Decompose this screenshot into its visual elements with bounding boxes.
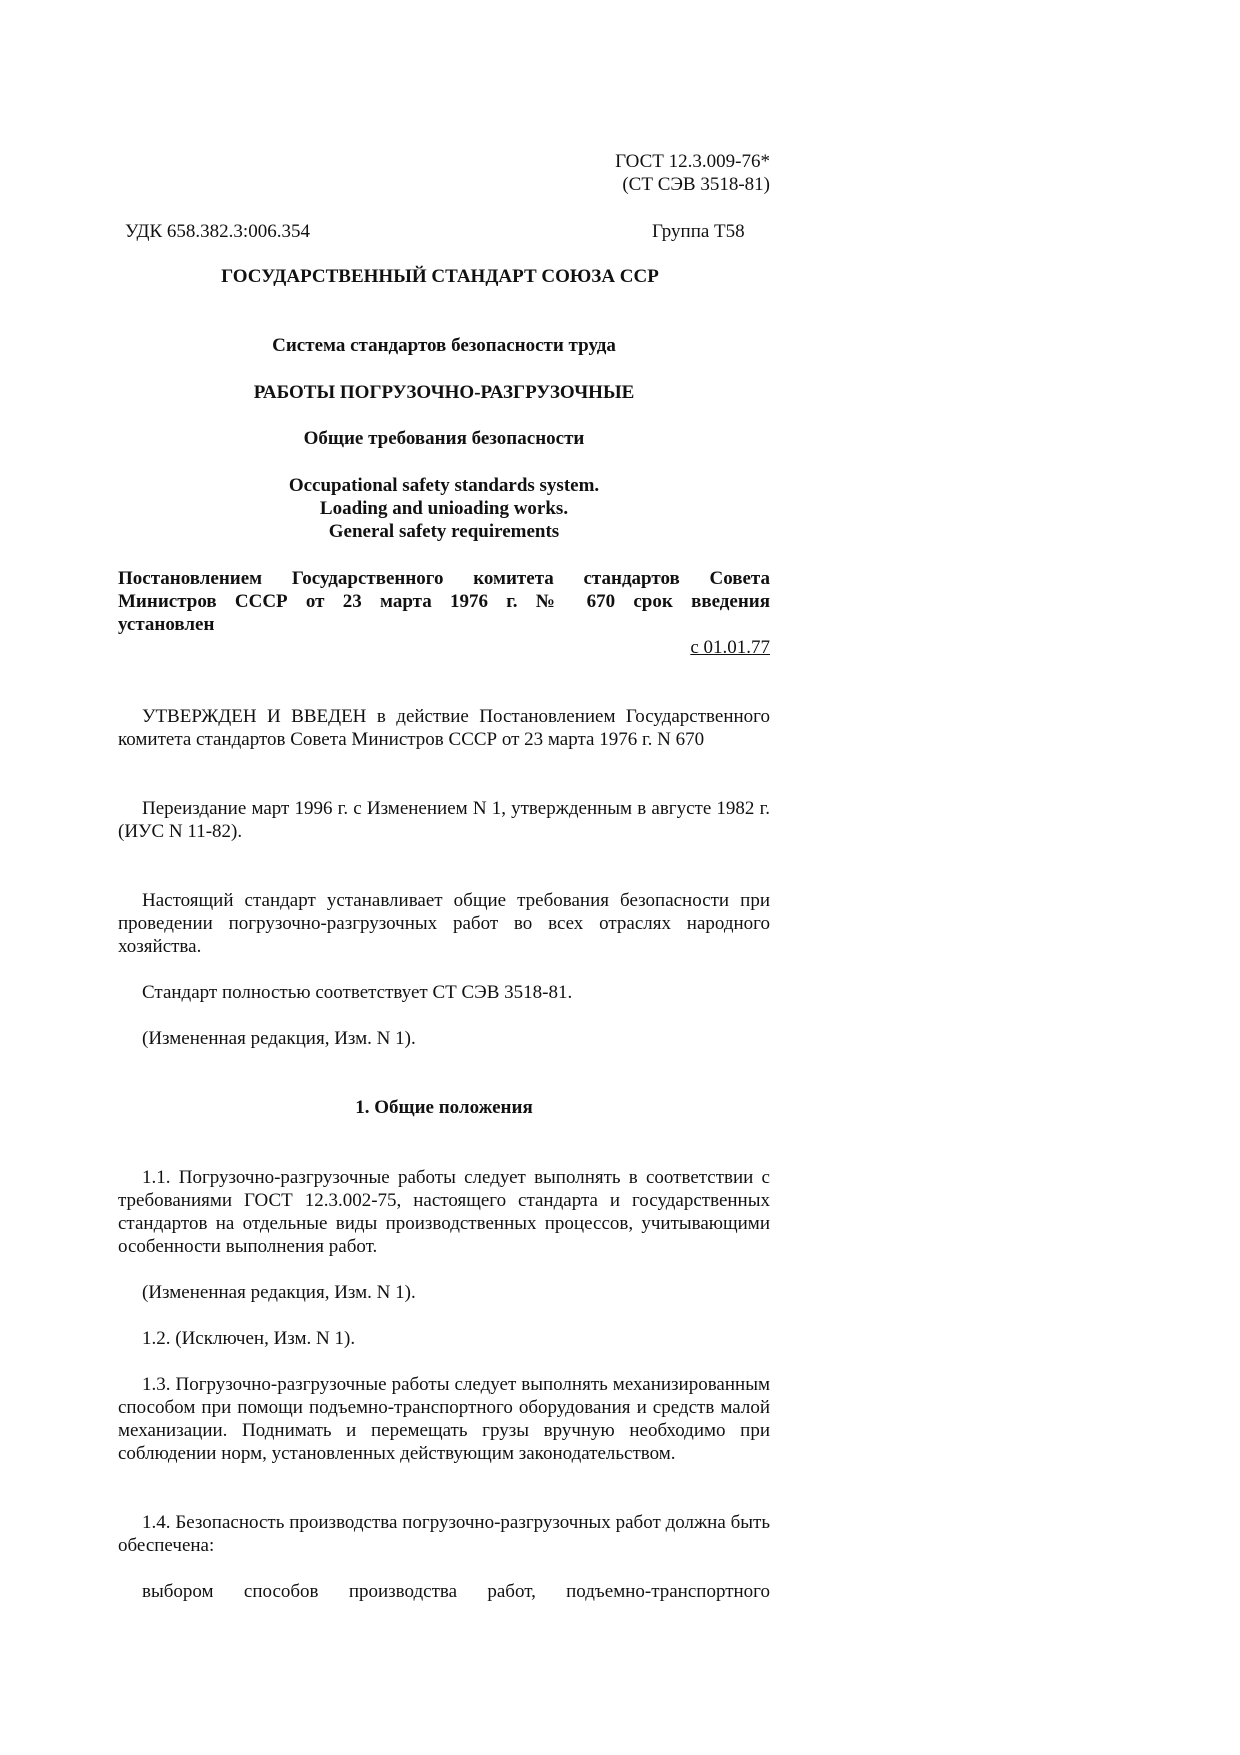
clause-1-1: 1.1. Погрузочно-разгрузочные работы следует выполнять в соответствии с требованиями ГОСТ 12.3.002-75, настоящего стандарта и государственных стандартов на отдельные виды производственных процессов, учитывающими особенности выполнения работ.	[118, 1167, 770, 1257]
approved-paragraph: УТВЕРЖДЕН И ВВЕДЕН в действие Постановлением Государственного комитета стандартов Совета Министров СССР от 23 марта 1976 г. N 670	[118, 706, 770, 750]
amended-note-1: (Измененная редакция, Изм. N 1).	[142, 1028, 416, 1049]
clause-1-2: 1.2. (Исключен, Изм. N 1).	[142, 1328, 356, 1349]
effective-date: с 01.01.77	[690, 637, 770, 658]
system-title: Система стандартов безопасности труда	[272, 335, 616, 356]
gost-number: ГОСТ 12.3.009-76*	[615, 151, 770, 172]
standard-subtitle: Общие требования безопасности	[303, 428, 585, 449]
english-title-line-3: General safety requirements	[328, 521, 560, 542]
st-sev-number: (СТ СЭВ 3518-81)	[622, 174, 770, 195]
udk-code: УДК 658.382.3:006.354	[125, 221, 310, 242]
intro-paragraph: Настоящий стандарт устанавливает общие требования безопасности при проведении погрузочно-разгрузочных работ во всех отраслях народного хозяйства.	[118, 890, 770, 957]
decree-line-1: Постановлением Государственного комитета стандартов Совета	[118, 568, 770, 589]
group-code: Группа Т58	[652, 221, 745, 242]
state-standard-title: ГОСУДАРСТВЕННЫЙ СТАНДАРТ СОЮЗА ССР	[221, 266, 659, 287]
english-title-line-2: Loading and unioading works.	[319, 498, 569, 519]
section-1-heading: 1. Общие положения	[355, 1097, 533, 1118]
decree-line-2: Министров СССР от 23 марта 1976 г. № 670 срок введения	[118, 591, 770, 612]
clause-1-4: 1.4. Безопасность производства погрузочно-разгрузочных работ должна быть обеспечена:	[118, 1512, 770, 1556]
compliance-paragraph: Стандарт полностью соответствует СТ СЭВ 3518-81.	[142, 982, 573, 1003]
clause-1-4-item: выбором способов производства работ, подъемно-транспортного	[142, 1581, 770, 1602]
clause-1-3: 1.3. Погрузочно-разгрузочные работы следует выполнять механизированным способом при помощи подъемно-транспортного оборудования и средств малой механизации. Поднимать и перемещать грузы вручную необходимо при соблюдении норм, установленных действующим законодательством.	[118, 1374, 770, 1464]
decree-line-3: установлен	[118, 614, 215, 635]
standard-name: РАБОТЫ ПОГРУЗОЧНО-РАЗГРУЗОЧНЫЕ	[253, 382, 635, 403]
amended-note-2: (Измененная редакция, Изм. N 1).	[142, 1282, 416, 1303]
english-title-line-1: Occupational safety standards system.	[288, 475, 600, 496]
decree-date-row	[118, 636, 770, 659]
reissue-paragraph: Переиздание март 1996 г. с Изменением N 1, утвержденным в августе 1982 г. (ИУС N 11-82).	[118, 798, 770, 842]
